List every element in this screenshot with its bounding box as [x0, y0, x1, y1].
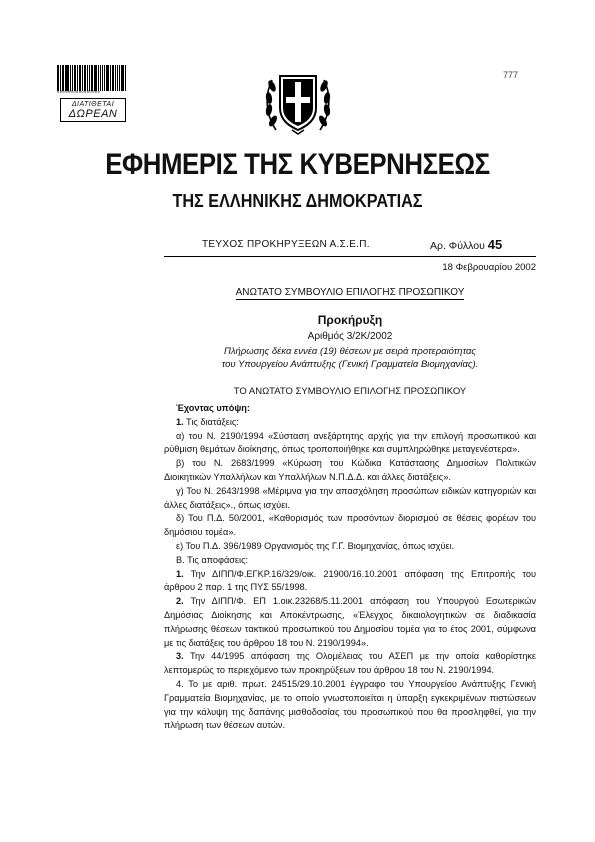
- greek-coat-of-arms-icon: [262, 62, 334, 138]
- clause-b-label: Β. Τις αποφάσεις:: [176, 554, 249, 565]
- barcode: [57, 62, 127, 91]
- body-text: [164, 402, 536, 733]
- free-label-line2: ΔΩΡΕΑΝ: [68, 108, 118, 120]
- proclamation-title: Προκήρυξη: [317, 313, 383, 327]
- clause-b4: 4. Το με αριθ. πρωτ. 24515/29.10.2001 έγγραφο του Υπουργείου Ανάπτυξης Γενική Γραμματεία Βιομηχανίας, με το οποίο γνωστοποιείται η ύπαρξη εγκεκριμένων πιστώσεων για την κάλυψη της δαπάνης μισθοδοσίας του προσωπικού που θα προσληφθεί, για την πλήρωση των θέσεων αυτών.: [164, 678, 536, 731]
- clause-b3: 3. Την 44/1995 απόφαση της Ολομέλειας του ΑΣΕΠ με την οποία καθορίστηκε λεπτομερώς το περιεχόμενο των προκηρύξεων του άρθρου 18 του Ν. 2190/1994.: [164, 651, 536, 676]
- sheet-number: [430, 237, 502, 252]
- organization-heading: ΑΝΩΤΑΤΟ ΣΥΜΒΟΥΛΙΟ ΕΠΙΛΟΓΗΣ ΠΡΟΣΩΠΙΚΟΥ: [235, 287, 465, 298]
- council-heading: ΤΟ ΑΝΩΤΑΤΟ ΣΥΜΒΟΥΛΙΟ ΕΠΙΛΟΓΗΣ ΠΡΟΣΩΠΙΚΟΥ: [233, 386, 467, 397]
- clause-b2: 2. Την ΔΙΠΠ/Φ. ΕΠ 1.οικ.23268/5.11.2001 απόφαση του Υπουργού Εσωτερικών Δημόσιας Διοίκησης και Αποκέντρωσης, «Έλεγχος δικαιολογητικών σε διαδικασία πλήρωσης θέσεων τακτικού προσωπικού του Δημοσίου τομέα για το έτος 2001, σύμφωνα με τις διατάξεις του άρθρου 18 του Ν. 2190/1994».: [164, 596, 536, 648]
- clause-a4: δ) Του Π.Δ. 50/2001, «Καθορισμός των προσόντων διορισμού σε θέσεις φορέων του δημόσιου τομέα».: [164, 513, 536, 538]
- clause-a5: ε) Του Π.Δ. 396/1989 Οργανισμός της Γ.Γ. Βιομηχανίας, όπως ισχύει.: [176, 540, 455, 551]
- gazette-subtitle: ΤΗΣ ΕΛΛΗΝΙΚΗΣ ΔΗΜΟΚΡΑΤΙΑΣ: [172, 191, 423, 211]
- issue-label: ΤΕΥΧΟΣ ΠΡΟΚΗΡΥΞΕΩΝ Α.Σ.Ε.Π.: [202, 239, 370, 250]
- issue-date: 18 Φεβρουαρίου 2002: [442, 262, 536, 273]
- free-distribution-stamp: [60, 98, 126, 122]
- considering-label: Έχοντας υπόψη:: [176, 403, 250, 413]
- description-line-2: του Υπουργείου Ανάπτυξης (Γενική Γραμματεία Βιομηχανίας).: [221, 359, 479, 370]
- free-label-line1: ΔΙΑΤΙΘΕΤΑΙ: [71, 101, 115, 108]
- header-rule: [164, 256, 536, 257]
- clause-b1: 1. Την ΔΙΠΠ/Φ.ΕΓΚΡ.16/329/οικ. 21900/16.10.2001 απόφαση της Επιτροπής του άρθρου 2 παρ. 1 της ΠΥΣ 55/1998.: [164, 568, 536, 593]
- proclamation-number: Αριθμός 3/2Κ/2002: [307, 331, 393, 342]
- clause-a1: α) του Ν. 2190/1994 «Σύσταση ανεξάρτητης αρχής για την επιλογή προσωπικού και ρύθμιση θεμάτων διοίκησης, όπως τροποποιήθηκε και συμπληρώθηκε μεταγενέστερα».: [164, 430, 536, 455]
- barcode-number: 0000000000000000: [57, 91, 101, 95]
- description-line-1: Πλήρωσης δέκα εννέα (19) θέσεων με σειρά προτεραιότητας: [223, 346, 477, 357]
- clause-a: 1. Τις διατάξεις:: [176, 416, 239, 427]
- sheet-number-value: 45: [487, 237, 503, 252]
- clause-a3: γ) Του Ν. 2643/1998 «Μέριμνα για την απασχόληση προσώπων ειδικών κατηγοριών και άλλες διατάξεις»., όπως ισχύει.: [164, 485, 536, 510]
- page-number: 777: [503, 70, 519, 80]
- sheet-label: Αρ. Φύλλου: [430, 240, 485, 252]
- clause-a2: β) του Ν. 2683/1999 «Κύρωση του Κώδικα Κατάστασης Δημοσίων Πολιτικών Διοικητικών Υπαλλήλων και Υπαλλήλων Ν.Π.Δ.Δ. και άλλες διατάξεις».: [164, 458, 536, 482]
- gazette-title: ΕΦΗΜΕΡΙΣ ΤΗΣ ΚΥΒΕΡΝΗΣΕΩΣ: [105, 148, 490, 181]
